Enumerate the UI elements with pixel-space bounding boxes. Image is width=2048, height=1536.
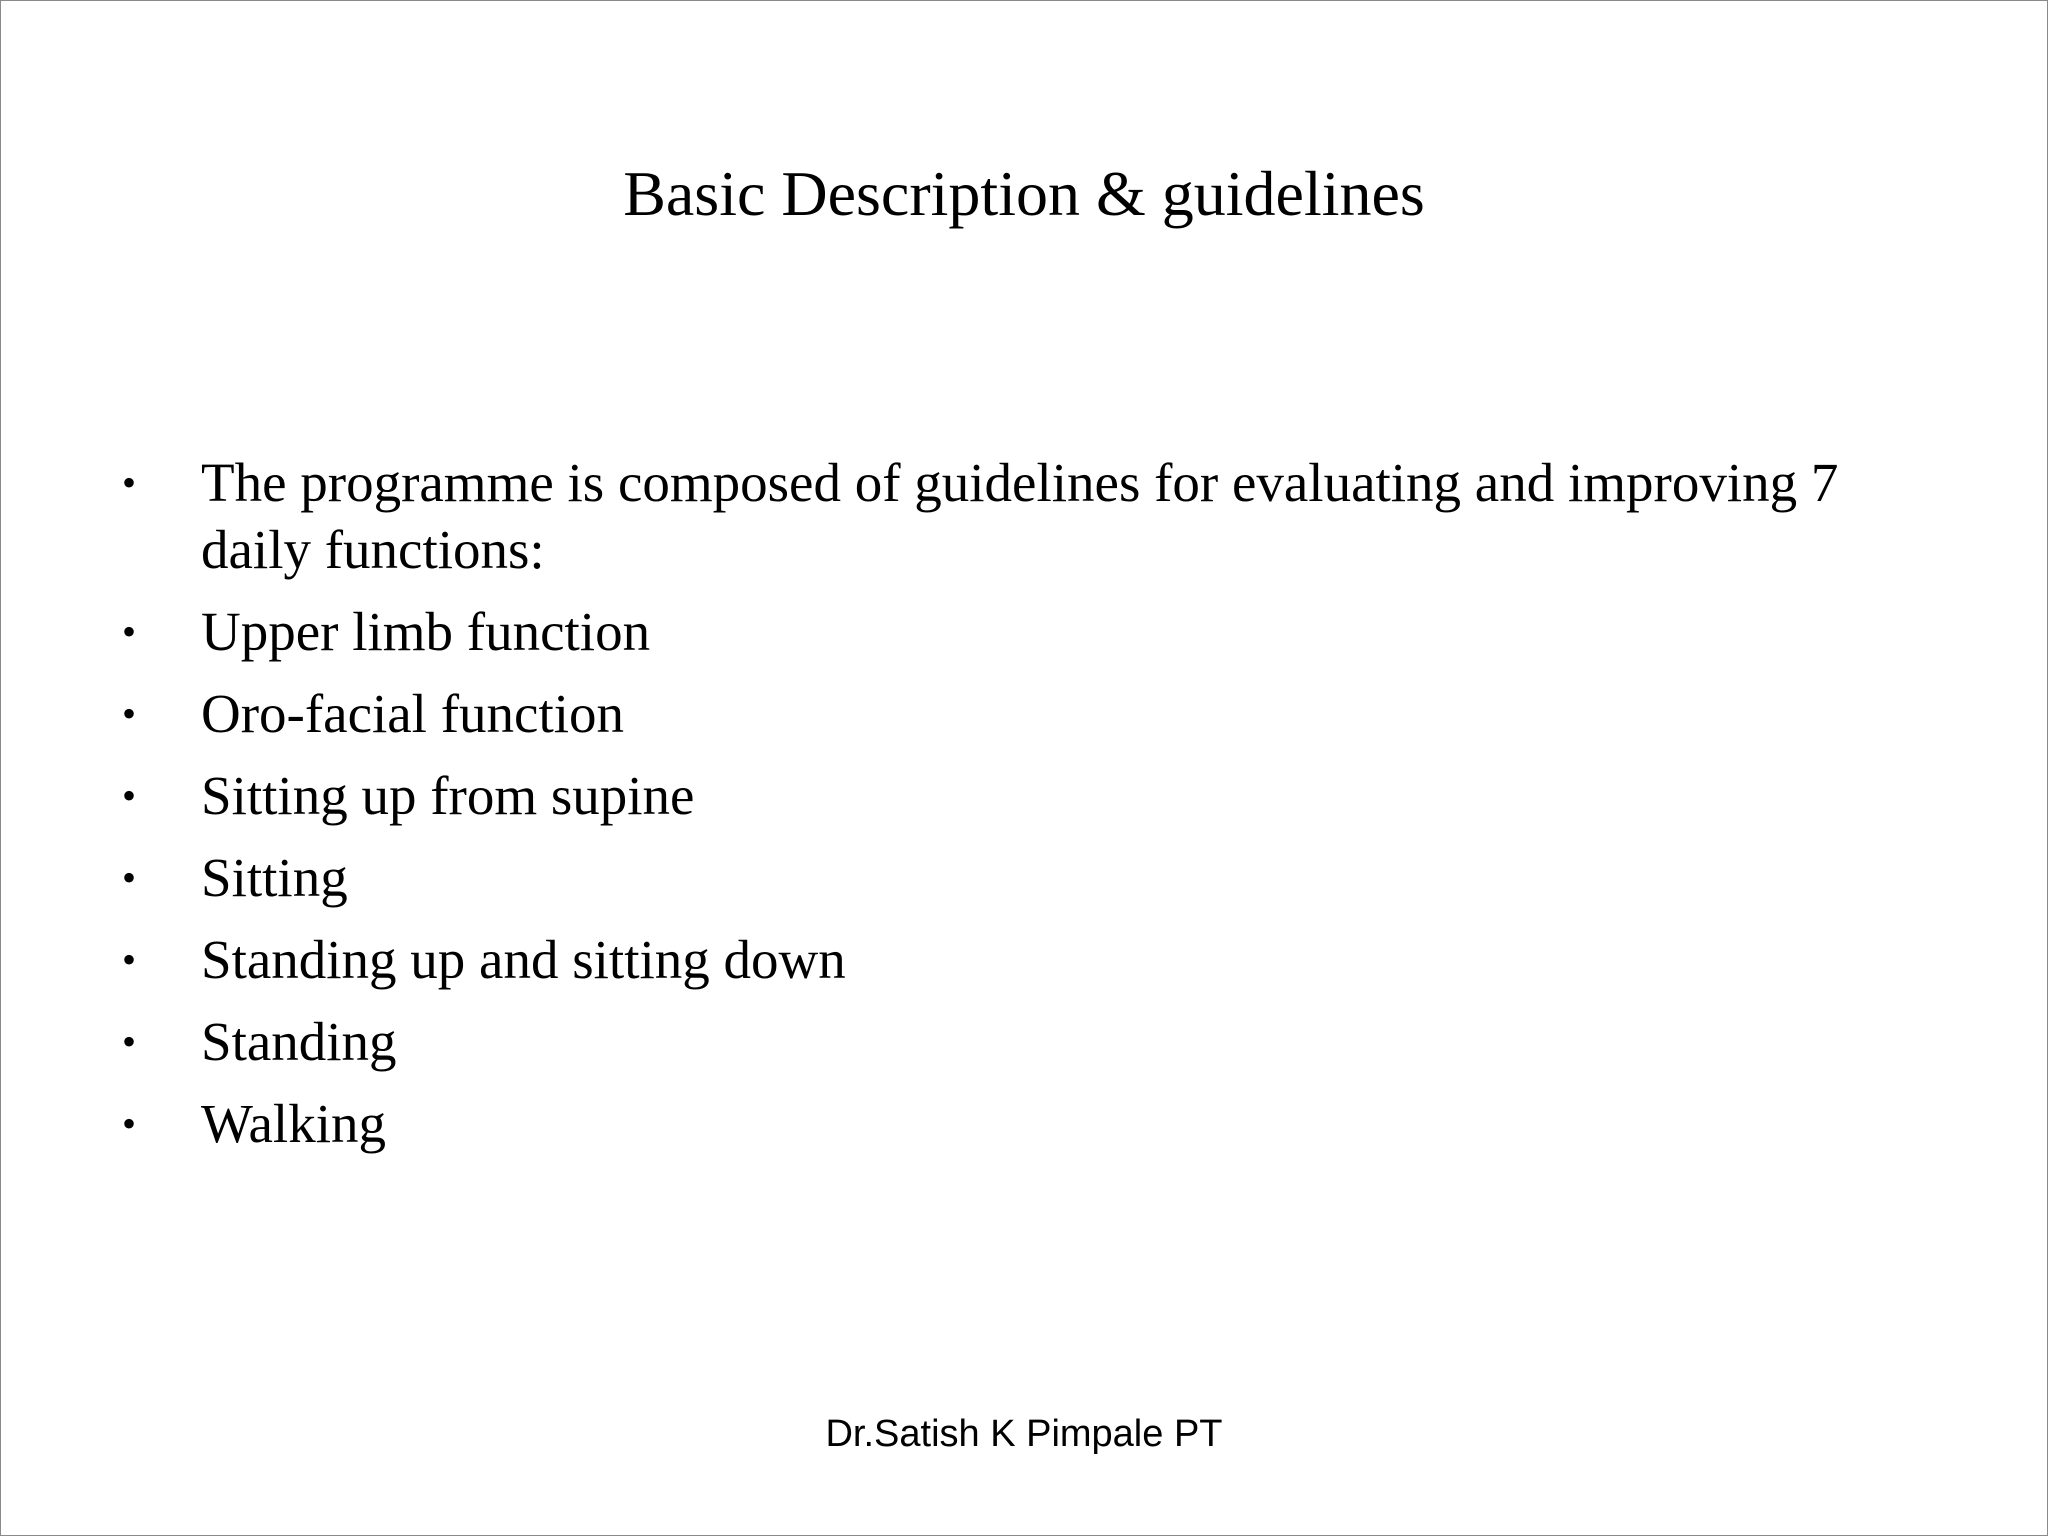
bullet-icon: •: [122, 1101, 137, 1146]
bullet-icon: •: [122, 855, 137, 900]
slide-title: Basic Description & guidelines: [623, 158, 1425, 229]
bullet-item: [1, 844, 1921, 911]
bullet-icon: •: [122, 609, 137, 654]
bullet-list: [1, 449, 1921, 1172]
bullet-item: [1, 449, 1921, 583]
slide-footer: Dr.Satish K Pimpale PT: [825, 1413, 1223, 1455]
bullet-text: The programme is composed of guidelines for evaluating and improving 7 daily functions:: [201, 452, 1839, 580]
bullet-icon: •: [122, 460, 137, 505]
bullet-text: Standing up and sitting down: [201, 929, 846, 990]
bullet-icon: •: [122, 937, 137, 982]
bullet-item: [1, 762, 1921, 829]
bullet-text: Oro-facial function: [201, 683, 625, 744]
bullet-item: [1, 598, 1921, 665]
bullet-text: Walking: [201, 1093, 386, 1154]
bullet-item: [1, 1008, 1921, 1075]
bullet-item: [1, 926, 1921, 993]
bullet-icon: •: [122, 1019, 137, 1064]
bullet-item: [1, 680, 1921, 747]
bullet-item: [1, 1090, 1921, 1157]
bullet-icon: •: [122, 691, 137, 736]
bullet-text: Sitting up from supine: [201, 765, 695, 826]
bullet-text: Upper limb function: [201, 601, 651, 662]
bullet-icon: •: [122, 773, 137, 818]
bullet-text: Standing: [201, 1011, 397, 1072]
bullet-text: Sitting: [201, 847, 348, 908]
